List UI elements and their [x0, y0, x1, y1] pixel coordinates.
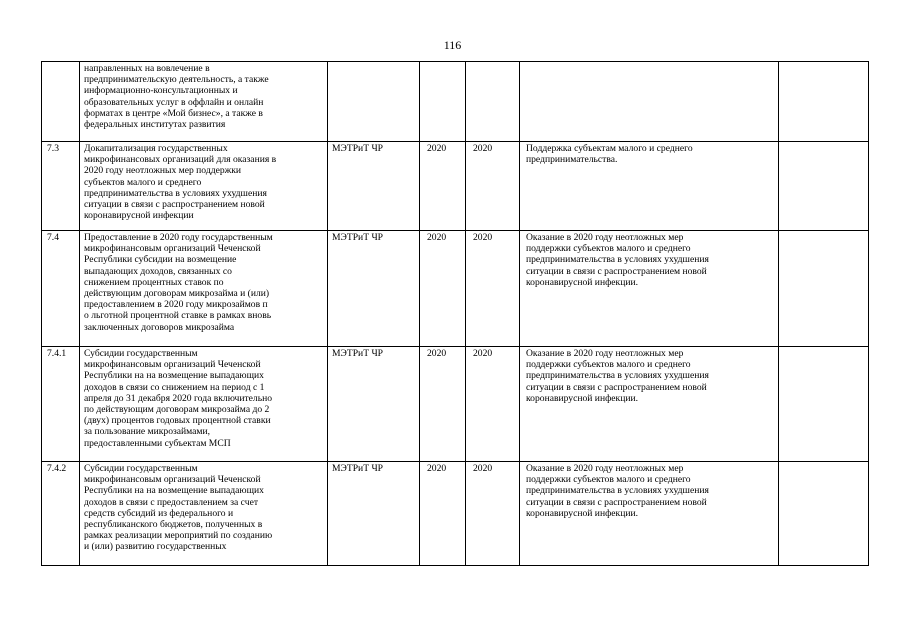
expected-result-text: Оказание в 2020 году неотложных мер поддержки субъектов малого и среднего предпринимательства в условиях ухудшения ситуации в связи с распространением новой коронавирусной инфекции. — [526, 348, 709, 404]
year-start: 2020 — [420, 347, 466, 462]
measure-name — [80, 462, 328, 566]
year-start — [420, 62, 466, 142]
measure-name — [80, 62, 328, 142]
table-row — [42, 231, 869, 347]
year-end: 2020 — [466, 231, 520, 347]
year-start: 2020 — [420, 231, 466, 347]
year-start: 2020 — [420, 142, 466, 231]
executor: МЭТРиТ ЧР — [328, 231, 420, 347]
note — [779, 62, 869, 142]
note — [779, 231, 869, 347]
expected-result — [520, 462, 779, 566]
row-number: 7.4.2 — [42, 462, 80, 566]
note — [779, 142, 869, 231]
year-end — [466, 62, 520, 142]
measure-name — [80, 142, 328, 231]
executor: МЭТРиТ ЧР — [328, 462, 420, 566]
measure-name-text: Предоставление в 2020 году государственным микрофинансовым организаций Чеченской Республики субсидии на возмещение выпадающих доходов, связанных со снижением процентных ставок по действующим договорам микрозайма и (или) предоставлением в 2020 году микрозаймов п о льготной процентной ставке в рамках вновь заключенных договоров микрозайма — [84, 232, 273, 333]
measure-name-text: Субсидии государственным микрофинансовым организаций Чеченской Республики на на возмещение выпадающих доходов в связи со снижением на период с 1 апреля до 31 декабря 2020 года включительно по действующим договорам микрозайма до 2 (двух) процентов годовых процентной ставки за пользование микрозаймами, предоставленными субъектам МСП — [84, 348, 273, 449]
table-row — [42, 142, 869, 231]
measure-name — [80, 231, 328, 347]
expected-result — [520, 142, 779, 231]
executor — [328, 62, 420, 142]
row-number: 7.4.1 — [42, 347, 80, 462]
expected-result-text: Оказание в 2020 году неотложных мер поддержки субъектов малого и среднего предпринимательства в условиях ухудшения ситуации в связи с распространением новой коронавирусной инфекции. — [526, 232, 709, 288]
row-number: 7.4 — [42, 231, 80, 347]
measure-name-text: Субсидии государственным микрофинансовым организаций Чеченской Республики на на возмещение выпадающих доходов в связи с предоставлением за счет средств субсидий из федерального и республиканского бюджетов, полученных в рамках реализации мероприятий по созданию и (или) развитию государственных — [84, 463, 273, 553]
year-end: 2020 — [466, 462, 520, 566]
row-number — [42, 62, 80, 142]
expected-result — [520, 231, 779, 347]
expected-result — [520, 347, 779, 462]
measures-table — [41, 61, 869, 566]
table-row — [42, 62, 869, 142]
measure-name-text: направленных на вовлечение в предпринимательскую деятельность, а также информационно-консультационных и образовательных услуг в оффлайн и онлайн форматах в центре «Мой бизнес», а также в федеральных институтах развития — [84, 63, 269, 131]
expected-result — [520, 62, 779, 142]
executor: МЭТРиТ ЧР — [328, 347, 420, 462]
page-number: 116 — [443, 38, 462, 52]
table-row — [42, 462, 869, 566]
note — [779, 462, 869, 566]
executor: МЭТРиТ ЧР — [328, 142, 420, 231]
row-number: 7.3 — [42, 142, 80, 231]
table-row — [42, 347, 869, 462]
year-end: 2020 — [466, 347, 520, 462]
expected-result-text: Поддержка субъектам малого и среднего предпринимательства. — [526, 143, 693, 166]
measure-name — [80, 347, 328, 462]
note — [779, 347, 869, 462]
year-end: 2020 — [466, 142, 520, 231]
measure-name-text: Докапитализация государственных микрофинансовых организаций для оказания в 2020 году неотложных мер поддержки субъектов малого и среднего предпринимательства в условиях ухудшения ситуации в связи с распространением новой коронавирусной инфекции — [84, 143, 277, 222]
expected-result-text: Оказание в 2020 году неотложных мер поддержки субъектов малого и среднего предпринимательства в условиях ухудшения ситуации в связи с распространением новой коронавирусной инфекции. — [526, 463, 709, 519]
year-start: 2020 — [420, 462, 466, 566]
